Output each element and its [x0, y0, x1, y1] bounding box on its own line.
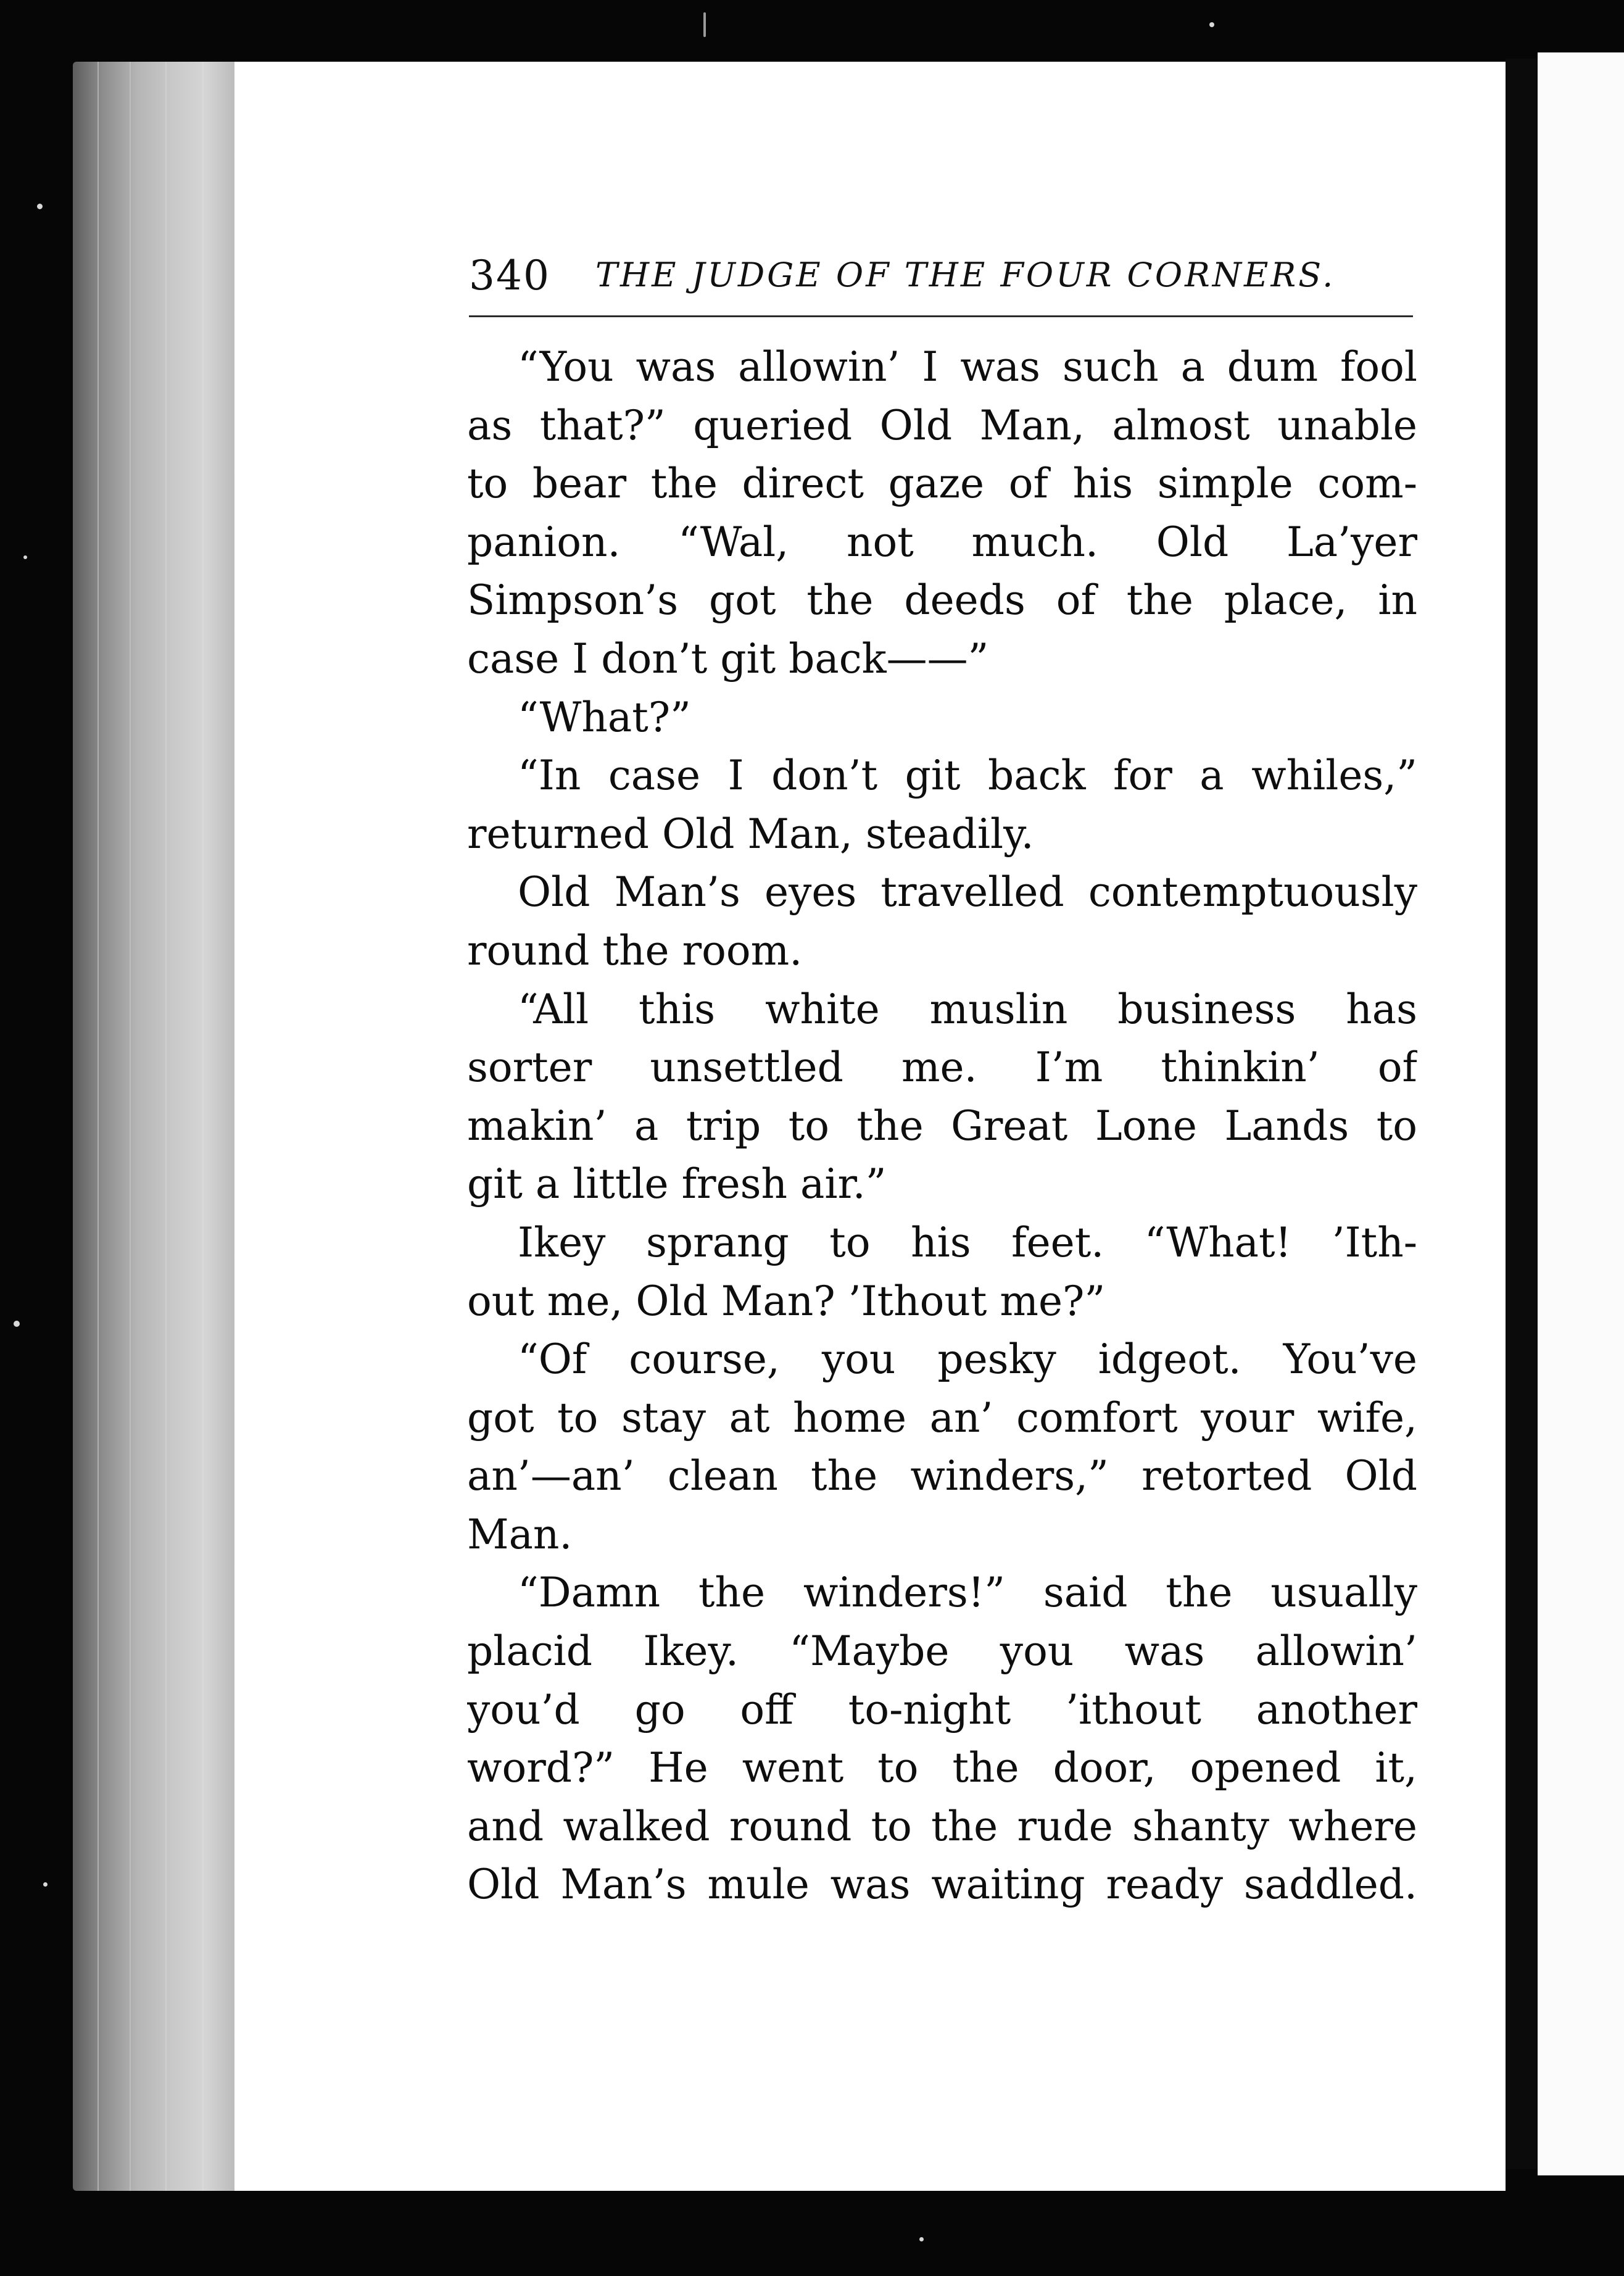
text-line: to bear the direct gaze of his simple com- [467, 460, 1417, 508]
scan-speck [1209, 22, 1214, 27]
facing-page-gutter [1506, 59, 1538, 2169]
text-line: “Damn the winders!” said the usually [518, 1569, 1417, 1617]
book-spine [73, 62, 234, 2191]
text-line: “You was allowin’ I was such a dum fool [518, 343, 1417, 391]
text-line: case I don’t git back——” [467, 634, 989, 683]
text-line: makin’ a trip to the Great Lone Lands to [467, 1102, 1417, 1150]
text-line: as that?” queried Old Man, almost unable [467, 401, 1417, 449]
text-line: an’—an’ clean the winders,” retorted Old [467, 1452, 1417, 1500]
text-line: sorter unsettled me. I’m thinkin’ of [467, 1044, 1417, 1092]
text-line: “In case I don’t git back for a whiles,” [518, 752, 1417, 800]
text-line: Old Man’s mule was waiting ready saddled. [467, 1861, 1417, 1909]
scan-speck [14, 1321, 20, 1327]
text-line: you’d go off to-night ’ithout another [467, 1685, 1417, 1734]
text-line: out me, Old Man? ’Ithout me?” [467, 1277, 1106, 1325]
text-line: word?” He went to the door, opened it, [467, 1744, 1417, 1792]
text-line: “Of course, you pesky idgeot. You’ve [518, 1335, 1417, 1384]
text-line: “What?” [518, 693, 691, 741]
facing-page [1538, 52, 1624, 2175]
scan-speck [43, 1882, 48, 1887]
text-line: placid Ikey. “Maybe you was allowin’ [467, 1627, 1417, 1676]
page-number: 340 [469, 252, 550, 299]
text-line: Simpson’s got the deeds of the place, in [467, 576, 1417, 625]
text-line: Ikey sprang to his feet. “What! ’Ith- [518, 1218, 1417, 1266]
scan-speck [919, 2237, 924, 2241]
text-line: panion. “Wal, not much. Old La’yer [467, 518, 1417, 566]
scan-speck [703, 12, 706, 37]
text-line: and walked round to the rude shanty where [467, 1802, 1417, 1850]
scan-speck [23, 555, 27, 559]
text-line: got to stay at home an’ comfort your wife, [467, 1393, 1417, 1442]
text-line: round the room. [467, 926, 803, 974]
text-line: Man. [467, 1510, 573, 1558]
text-line: “All this white muslin business has [518, 985, 1417, 1033]
text-line: git a little fresh air.” [467, 1160, 887, 1208]
text-line: Old Man’s eyes travelled contemptuously [518, 868, 1417, 916]
running-title: THE JUDGE OF THE FOUR CORNERS. [595, 255, 1336, 294]
header-rule [469, 315, 1413, 317]
text-line: returned Old Man, steadily. [467, 810, 1034, 858]
scan-speck [37, 204, 43, 209]
page-header [469, 247, 1413, 315]
body-text [467, 338, 1417, 1914]
